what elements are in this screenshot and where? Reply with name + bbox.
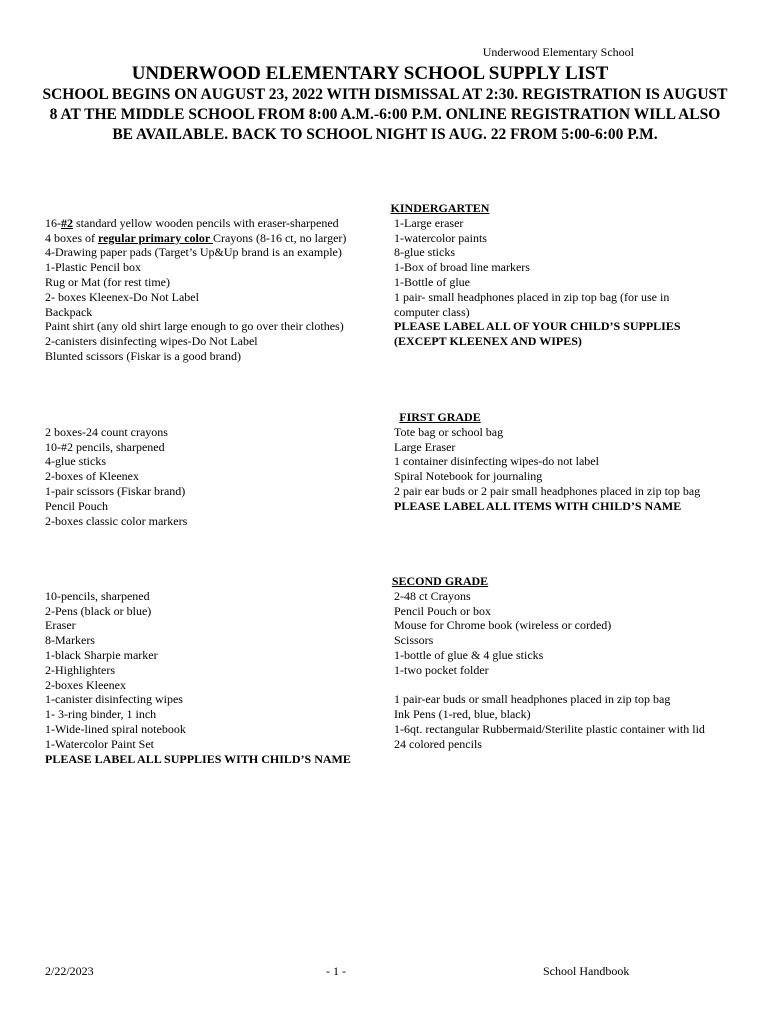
list-item: Tote bag or school bag bbox=[394, 424, 504, 439]
list-item: 1-two pocket folder bbox=[394, 662, 489, 677]
list-item: 4-Drawing paper pads (Target’s Up&Up brand is an example) bbox=[45, 245, 342, 260]
label-note: PLEASE LABEL ALL ITEMS WITH CHILD’S NAME bbox=[394, 498, 682, 513]
list-item: 1 pair- small headphones placed in zip top bag (for use in bbox=[394, 289, 670, 304]
list-item: Pencil Pouch or box bbox=[394, 603, 491, 618]
list-item: 1-Watercolor Paint Set bbox=[45, 736, 155, 751]
list-item: Large Eraser bbox=[394, 439, 456, 454]
label-note: PLEASE LABEL ALL OF YOUR CHILD’S SUPPLIES bbox=[394, 319, 681, 334]
list-item: 2-canisters disinfecting wipes-Do Not Label bbox=[45, 334, 258, 349]
footer-label: School Handbook bbox=[543, 964, 630, 978]
first-grade-left-list bbox=[45, 425, 390, 529]
list-item: 1-Wide-lined spiral notebook bbox=[45, 721, 186, 736]
list-item: Eraser bbox=[45, 618, 76, 633]
list-item: 4-glue sticks bbox=[45, 454, 106, 469]
first-grade-title: FIRST GRADE bbox=[399, 410, 481, 424]
list-item: computer class) bbox=[394, 304, 470, 319]
list-item: Blunted scissors (Fiskar is a good brand) bbox=[45, 348, 241, 363]
list-item: Spiral Notebook for journaling bbox=[394, 469, 543, 484]
list-item: 2-boxes of Kleenex bbox=[45, 469, 139, 484]
list-item: 1-black Sharpie marker bbox=[45, 647, 158, 662]
list-item: Pencil Pouch bbox=[45, 498, 108, 513]
list-item: 2-Highlighters bbox=[45, 662, 115, 677]
list-item: 2-48 ct Crayons bbox=[394, 588, 471, 603]
list-item: 1-Box of broad line markers bbox=[394, 260, 530, 275]
list-item: 1-watercolor paints bbox=[394, 230, 487, 245]
list-item: 10-#2 pencils, sharpened bbox=[45, 439, 165, 454]
list-item: 1-canister disinfecting wipes bbox=[45, 692, 183, 707]
list-item: 1 container disinfecting wipes-do not label bbox=[394, 454, 599, 469]
list-item: 1-Bottle of glue bbox=[394, 274, 470, 289]
first-grade-right-list bbox=[394, 425, 734, 514]
list-item: 1-bottle of glue & 4 glue sticks bbox=[394, 647, 544, 662]
list-item: 1 pair-ear buds or small headphones placed in zip top bag bbox=[394, 692, 671, 707]
list-item: 8-glue sticks bbox=[394, 245, 455, 260]
list-item: 2 pair ear buds or 2 pair small headphones placed in zip top bag bbox=[394, 483, 701, 498]
list-item: 2-boxes Kleenex bbox=[45, 677, 126, 692]
list-item: 2 boxes-24 count crayons bbox=[45, 424, 168, 439]
intro-announcement: SCHOOL BEGINS ON AUGUST 23, 2022 WITH DISMISSAL AT 2:30. REGISTRATION IS AUGUST 8 AT THE MIDDLE SCHOOL FROM 8:00 A.M.-6:00 P.M. ONLINE REGISTRATION WILL ALSO BE AVAILABLE. BACK TO SCHOOL NIGHT IS AUG. 22 FROM 5:00-6:00 P.M. bbox=[42, 86, 728, 143]
list-item: 1-pair scissors (Fiskar brand) bbox=[45, 483, 186, 498]
list-item: Backpack bbox=[45, 304, 93, 319]
list-item: Rug or Mat (for rest time) bbox=[45, 274, 170, 289]
spacer bbox=[394, 678, 734, 693]
page-title: UNDERWOOD ELEMENTARY SCHOOL SUPPLY LIST bbox=[131, 63, 609, 84]
kindergarten-left-list bbox=[45, 216, 390, 364]
list-item: 8-Markers bbox=[45, 633, 95, 648]
list-item: 2-boxes classic color markers bbox=[45, 513, 188, 528]
list-item: Ink Pens (1-red, blue, black) bbox=[394, 707, 531, 722]
list-item: 1-Plastic Pencil box bbox=[45, 260, 141, 275]
list-item: 1-6qt. rectangular Rubbermaid/Sterilite plastic container with lid bbox=[394, 721, 705, 736]
list-item: 2- boxes Kleenex-Do Not Label bbox=[45, 289, 199, 304]
label-note: PLEASE LABEL ALL SUPPLIES WITH CHILD’S NAME bbox=[45, 751, 351, 766]
list-item: 24 colored pencils bbox=[394, 736, 482, 751]
list-item: 10-pencils, sharpened bbox=[45, 588, 150, 603]
header-school-name: Underwood Elementary School bbox=[482, 45, 634, 59]
list-item: 1- 3-ring binder, 1 inch bbox=[45, 707, 157, 722]
kindergarten-title: KINDERGARTEN bbox=[390, 201, 490, 215]
second-grade-right-list bbox=[394, 589, 734, 752]
list-item: 4 boxes of regular primary color Crayons (8-16 ct, no larger) bbox=[45, 230, 347, 245]
kindergarten-right-list bbox=[394, 216, 734, 349]
second-grade-left-list bbox=[45, 589, 390, 767]
second-grade-title: SECOND GRADE bbox=[391, 574, 489, 588]
list-item: 2-Pens (black or blue) bbox=[45, 603, 152, 618]
footer-page-number: - 1 - bbox=[326, 964, 346, 978]
list-item: Scissors bbox=[394, 633, 434, 648]
list-item: 16-#2 standard yellow wooden pencils with eraser-sharpened bbox=[45, 215, 339, 230]
list-item: Mouse for Chrome book (wireless or corded) bbox=[394, 618, 612, 633]
list-item: 1-Large eraser bbox=[394, 215, 464, 230]
list-item: Paint shirt (any old shirt large enough to go over their clothes) bbox=[45, 319, 344, 334]
footer-date: 2/22/2023 bbox=[45, 964, 94, 978]
label-note: (EXCEPT KLEENEX AND WIPES) bbox=[394, 334, 582, 349]
